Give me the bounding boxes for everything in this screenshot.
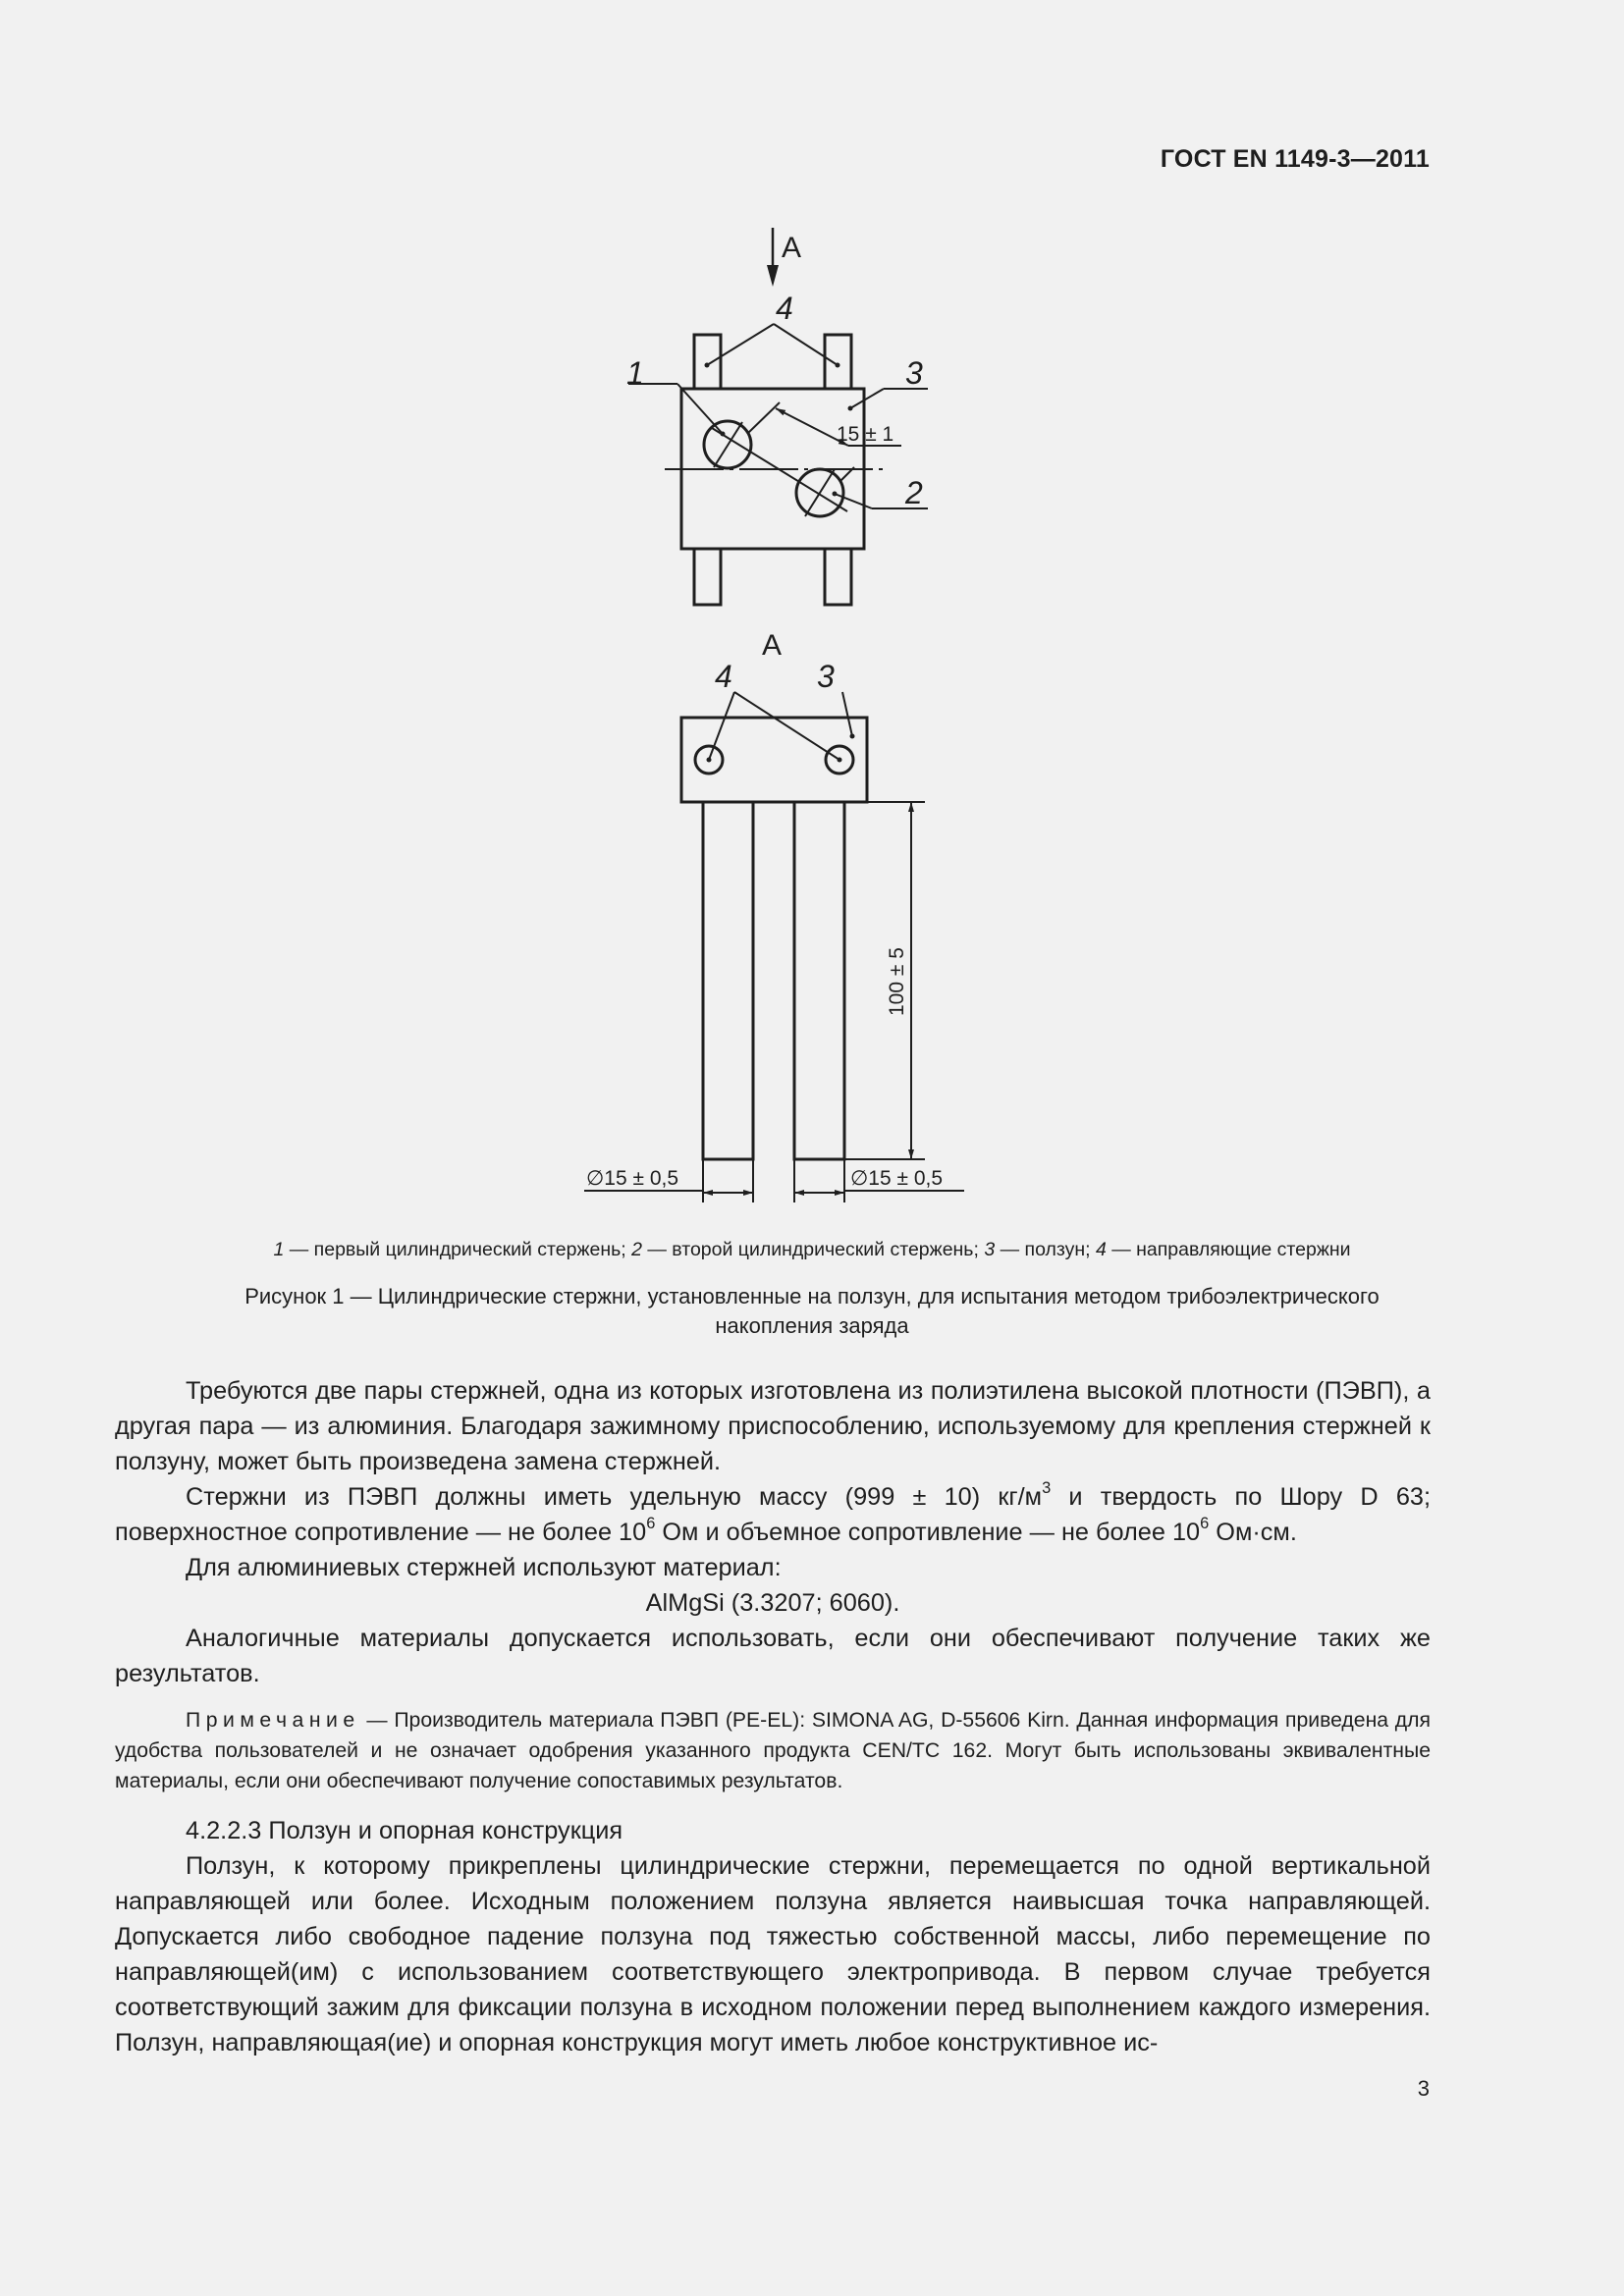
page-number: 3: [1417, 2076, 1430, 2101]
callout-3-top: 3: [905, 355, 923, 391]
note-block: [115, 1705, 1431, 1796]
rod-right: [794, 802, 844, 1159]
top-view: [628, 228, 928, 605]
figure-caption: [115, 1282, 1509, 1341]
callout-4-side: 4: [715, 659, 732, 694]
leader-3-side: [842, 692, 852, 736]
side-view: [584, 692, 964, 1202]
guide-rod-top-right: [825, 335, 851, 389]
callout-4-top: 4: [776, 291, 793, 326]
legend-num-1: 1: [273, 1239, 285, 1260]
section-heading: 4.2.2.3 Ползун и опорная конструкция: [186, 1817, 623, 1844]
legend-num-3: 3: [984, 1239, 996, 1260]
caption-line-1: Рисунок 1 — Цилиндрические стержни, установленные на ползун, для испытания методом трибоэлектрического: [244, 1284, 1380, 1308]
guide-rod-bottom-right: [825, 549, 851, 605]
legend-text-1: — первый цилиндрический стержень;: [284, 1239, 632, 1260]
body-text: [115, 1373, 1431, 1691]
dimension-15-label: 15 ± 1: [837, 423, 894, 446]
view-a-label: А: [762, 629, 783, 662]
section-paragraph: Ползун, к которому прикреплены цилиндрические стержни, перемещается по одной вертикальной направляющей или более. Исходным положением ползуна является наивысшая точка направляющей. Допускается либо свободное падение ползуна под тяжестью собственной массы, либо перемещение по направляющей(им) с использованием соответствующего электропривода. В первом случае требуется соответствующий зажим для фиксации ползуна в исходном положении перед выполнением каждого измерения. Ползун, направляющая(ие) и опорная конструкция могут иметь любое конструктивное ис-: [115, 1852, 1431, 2056]
legend-text-3: — ползун;: [995, 1239, 1096, 1260]
leader-1: [677, 384, 723, 434]
figure-legend: [115, 1239, 1509, 1261]
dimension-diam-left-label: ∅15 ± 0,5: [586, 1167, 679, 1190]
note-label: Примечание: [186, 1709, 360, 1732]
paragraph-aluminium: Для алюминиевых стержней используют материал:: [186, 1554, 782, 1581]
paragraph-hdpe-properties: Стержни из ПЭВП должны иметь удельную массу (999 ± 10) $кг/м^3$ и твердость по Шору D 63; поверхностное сопротивление — не более $10^6$ Ом и объемное сопротивление — не более $10^6$ Ом·см.: [115, 1479, 1431, 1546]
caption-line-2: накопления заряда: [715, 1313, 909, 1338]
view-arrow-label: А: [782, 232, 802, 264]
note-text: — Производитель материала ПЭВП (PE-EL): SIMONA AG, D-55606 Kirn. Данная информация приведена для удобства пользователей и не означает одобрения указанного продукта CEN/TC 162. Могут быть использованы эквивалентные материалы, если они обеспечивают получение сопоставимых результатов.: [115, 1709, 1431, 1792]
legend-num-4: 4: [1095, 1239, 1107, 1260]
leader-3: [850, 389, 884, 408]
callout-1: 1: [626, 355, 644, 391]
section-4-2-2-3: [115, 1813, 1431, 2060]
paragraph-rod-pairs: Требуются две пары стержней, одна из которых изготовлена из полиэтилена высокой плотности (ПЭВП), а другая пара — из алюминия. Благодаря зажимному приспособлению, используемому для крепления стержней к ползуну, может быть произведена замена стержней.: [115, 1377, 1431, 1475]
dimension-diam-right-label: ∅15 ± 0,5: [850, 1167, 944, 1190]
leader-4-side: [709, 692, 734, 760]
guide-rod-top-left: [694, 335, 721, 389]
legend-text-2: — второй цилиндрический стержень;: [641, 1239, 985, 1260]
dimension-100-label: 100 ± 5: [886, 947, 908, 1016]
callout-3-side: 3: [817, 659, 835, 694]
legend-text-4: — направляющие стержни: [1106, 1239, 1351, 1260]
paragraph-alloy: AlMgSi (3.3207; 6060).: [645, 1589, 900, 1617]
leader-4: [707, 324, 774, 365]
guide-rod-bottom-left: [694, 549, 721, 605]
legend-num-2: 2: [631, 1239, 642, 1260]
document-header: ГОСТ EN 1149-3—2011: [1160, 145, 1430, 173]
callout-2: 2: [905, 475, 923, 510]
rod-left: [703, 802, 753, 1159]
paragraph-analog-materials: Аналогичные материалы допускается использовать, если они обеспечивают получение таких же результатов.: [115, 1625, 1431, 1687]
